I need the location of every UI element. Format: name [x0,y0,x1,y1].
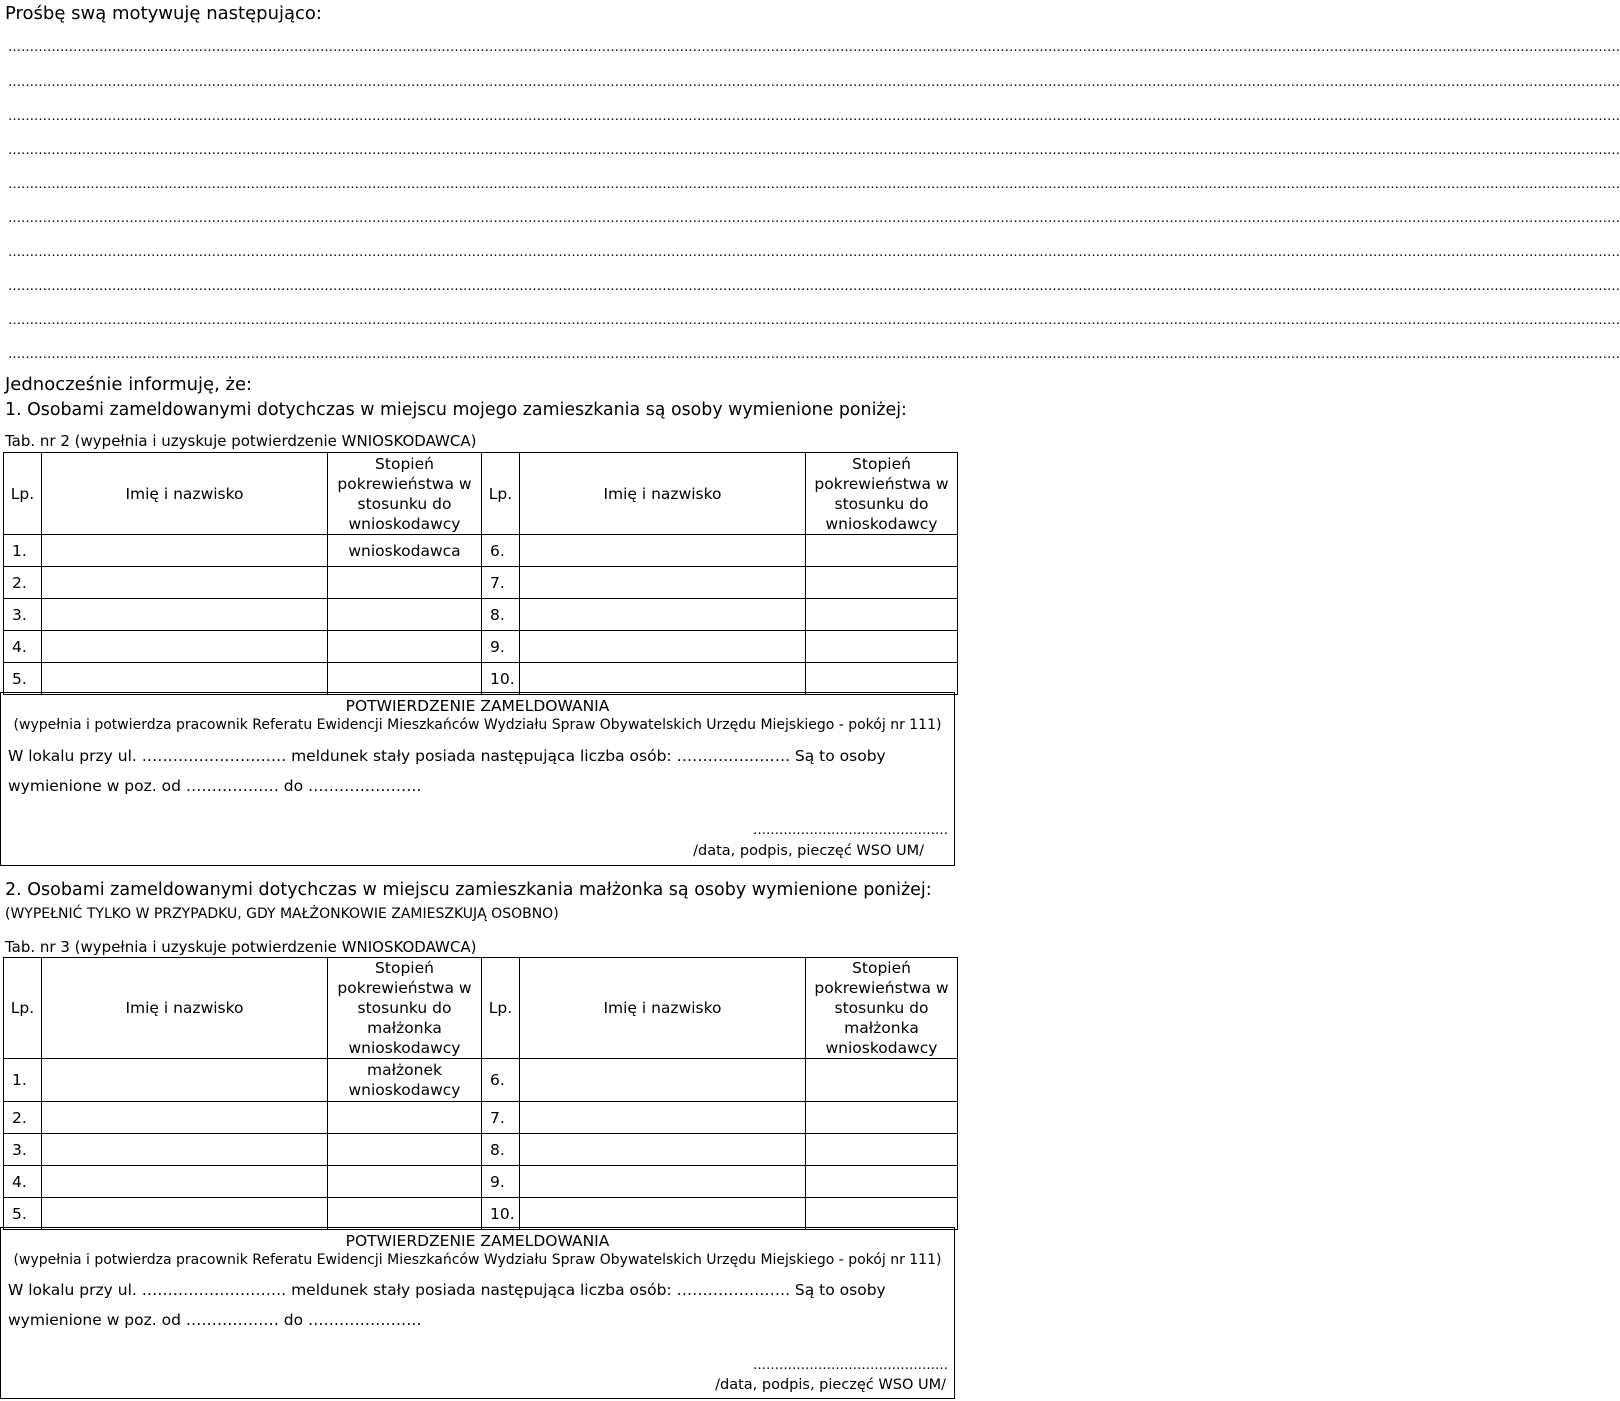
confirmation-box-1 [0,692,955,866]
name-cell[interactable] [520,599,806,631]
table-row: 2. 7. [4,567,958,599]
dotted-line[interactable]: ………………………………………………………………………………………………………………………………………………………………………………………………………………………………………………………………………………………………………………………………………… [8,313,1620,328]
name-cell[interactable] [42,1134,328,1166]
dotted-line[interactable]: ………………………………………………………………………………………………………………………………………………………………………………………………………………………………………………………………………………………………………………………………………… [8,245,1620,260]
table3-caption: Tab. nr 3 (wypełnia i uzyskuje potwierdzenie WNIOSKODAWCA) [5,938,477,956]
relation-cell[interactable] [806,1102,958,1134]
relation-cell[interactable] [806,1166,958,1198]
relation-cell[interactable] [328,1198,482,1230]
table-row: 3. 8. [4,599,958,631]
dotted-line[interactable]: ………………………………………………………………………………………………………………………………………………………………………………………………………………………………………………………………………………………………………………………………………… [8,211,1620,226]
relation-cell[interactable] [806,567,958,599]
name-cell[interactable] [520,1059,806,1102]
confirmation-line2[interactable]: wymienione w poz. od ……………… do …………………. [8,777,422,795]
confirmation-line1[interactable]: W lokalu przy ul. ………………………. meldunek stały posiada następująca liczba osób: …………………. Są to osoby [8,747,886,765]
relation-cell[interactable] [328,1166,482,1198]
confirmation-line2[interactable]: wymienione w poz. od ……………… do …………………. [8,1311,422,1329]
table-row: 5. 10. [4,663,958,695]
relation-cell[interactable] [328,631,482,663]
header-relation: Stopień pokrewieństwa w stosunku do małżonka wnioskodawcy [806,958,958,1059]
confirmation-subtitle: (wypełnia i potwierdza pracownik Referatu Ewidencji Mieszkańców Wydziału Spraw Obywatelskich Urzędu Miejskiego - pokój nr 111) [13,1252,942,1268]
header-relation: Stopień pokrewieństwa w stosunku do małżonka wnioskodawcy [328,958,482,1059]
confirmation-box-2 [0,1227,955,1399]
name-cell[interactable] [520,567,806,599]
name-cell[interactable] [42,1059,328,1102]
confirmation-title: POTWIERDZENIE ZAMELDOWANIA [345,697,610,715]
dotted-line[interactable]: ………………………………………………………………………………………………………………………………………………………………………………………………………………………………………………………………………………………………………………………………………… [8,75,1620,90]
section1-heading: 1. Osobami zameldowanymi dotychczas w miejscu mojego zamieszkania są osoby wymienione poniżej: [5,400,907,420]
header-lp: Lp. [4,453,42,535]
name-cell[interactable] [520,1166,806,1198]
table-3 [3,957,958,1230]
section2-note: (WYPEŁNIĆ TYLKO W PRZYPADKU, GDY MAŁŻONKOWIE ZAMIESZKUJĄ OSOBNO) [5,906,559,922]
relation-cell[interactable] [328,599,482,631]
table-row: 5. 10. [4,1198,958,1230]
header-name: Imię i nazwisko [520,958,806,1059]
header-lp: Lp. [482,958,520,1059]
relation-cell[interactable] [806,1134,958,1166]
table-2 [3,452,958,695]
dotted-line[interactable]: ………………………………………………………………………………………………………………………………………………………………………………………………………………………………………………………………………………………………………………………………………… [8,279,1620,294]
relation-cell[interactable] [806,535,958,567]
relation-cell[interactable] [328,567,482,599]
table-row: 1. wnioskodawca 6. [4,535,958,567]
confirmation-line1[interactable]: W lokalu przy ul. ………………………. meldunek stały posiada następująca liczba osób: …………………. Są to osoby [8,1281,886,1299]
name-cell[interactable] [520,535,806,567]
header-lp: Lp. [482,453,520,535]
header-name: Imię i nazwisko [520,453,806,535]
relation-cell[interactable] [806,599,958,631]
name-cell[interactable] [42,631,328,663]
name-cell[interactable] [42,535,328,567]
name-cell[interactable] [42,1102,328,1134]
header-name: Imię i nazwisko [42,453,328,535]
inform-label: Jednocześnie informuję, że: [5,374,253,395]
section2-heading: 2. Osobami zameldowanymi dotychczas w miejscu zamieszkania małżonka są osoby wymienione poniżej: [5,880,932,900]
signature-label: /data, podpis, pieczęć WSO UM/ [715,1377,946,1393]
header-relation: Stopień pokrewieństwa w stosunku do wnioskodawcy [328,453,482,535]
name-cell[interactable] [42,567,328,599]
relation-cell[interactable] [328,1134,482,1166]
dotted-line[interactable]: ………………………………………………………………………………………………………………………………………………………………………………………………………………………………………………………………………………………………………………………………………… [8,143,1620,158]
signature-dots[interactable]: ……………………………………… [753,823,948,838]
header-name: Imię i nazwisko [42,958,328,1059]
relation-cell[interactable] [328,663,482,695]
relation-cell[interactable] [806,663,958,695]
header-lp: Lp. [4,958,42,1059]
confirmation-title: POTWIERDZENIE ZAMELDOWANIA [345,1232,610,1250]
dotted-line[interactable]: ………………………………………………………………………………………………………………………………………………………………………………………………………………………………………………………………………………………………………………………………………… [8,177,1620,192]
relation-cell[interactable] [806,1059,958,1102]
header-relation: Stopień pokrewieństwa w stosunku do wnioskodawcy [806,453,958,535]
table-row: 3. 8. [4,1134,958,1166]
name-cell[interactable] [520,663,806,695]
signature-label: /data, podpis, pieczęć WSO UM/ [693,843,924,859]
name-cell[interactable] [520,1102,806,1134]
name-cell[interactable] [520,1134,806,1166]
relation-cell[interactable] [806,631,958,663]
relation-cell[interactable]: małżonek wnioskodawcy [328,1059,482,1102]
table-row: 2. 7. [4,1102,958,1134]
table-row: 4. 9. [4,1166,958,1198]
relation-cell[interactable] [806,1198,958,1230]
name-cell[interactable] [42,599,328,631]
dotted-line[interactable]: ………………………………………………………………………………………………………………………………………………………………………………………………………………………………………………………………………………………………………………………………………… [8,109,1620,124]
name-cell[interactable] [520,1198,806,1230]
dotted-line[interactable]: ………………………………………………………………………………………………………………………………………………………………………………………………………………………………………………………………………………………………………………………………………… [8,347,1620,362]
name-cell[interactable] [42,663,328,695]
relation-cell[interactable] [328,1102,482,1134]
table-row: 1. małżonek wnioskodawcy 6. [4,1059,958,1102]
dotted-line[interactable]: ………………………………………………………………………………………………………………………………………………………………………………………………………………………………………………………………………………………………………………………………………… [8,40,1620,55]
name-cell[interactable] [42,1198,328,1230]
signature-dots[interactable]: ……………………………………… [753,1358,948,1373]
name-cell[interactable] [520,631,806,663]
confirmation-subtitle: (wypełnia i potwierdza pracownik Referatu Ewidencji Mieszkańców Wydziału Spraw Obywatelskich Urzędu Miejskiego - pokój nr 111) [13,717,942,733]
table-row: 4. 9. [4,631,958,663]
motivation-heading: Prośbę swą motywuję następująco: [5,3,322,24]
name-cell[interactable] [42,1166,328,1198]
table2-caption: Tab. nr 2 (wypełnia i uzyskuje potwierdzenie WNIOSKODAWCA) [5,432,477,450]
